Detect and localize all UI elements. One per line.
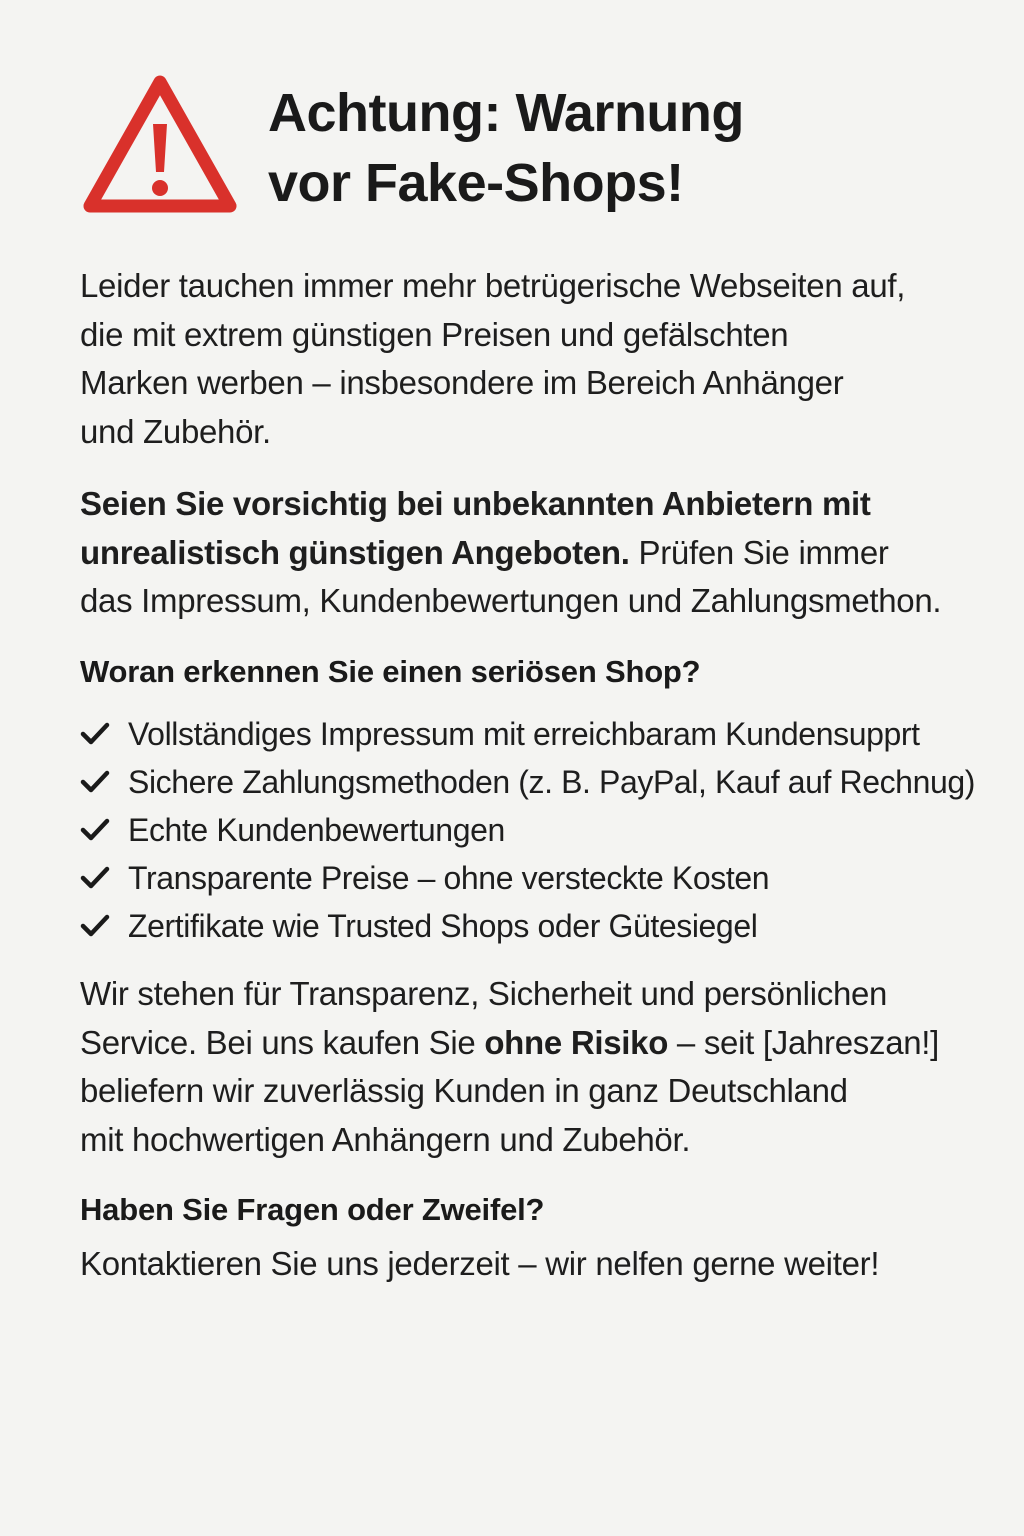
contact-line: Kontaktieren Sie uns jederzeit – wir nelfen gerne weiter! bbox=[80, 1245, 880, 1282]
trust-line-4: mit hochwertigen Anhängern und Zubehör. bbox=[80, 1120, 691, 1158]
intro-line-3: Marken werben – insbesondere im Bereich Anhänger bbox=[80, 364, 844, 401]
page-title bbox=[268, 78, 744, 218]
intro-line-1: Leider tauchen immer mehr betrügerische Webseiten auf, bbox=[80, 267, 906, 304]
checkmark-icon bbox=[80, 913, 110, 939]
checklist-item bbox=[80, 902, 1020, 950]
caution-line-2 bbox=[80, 529, 1010, 578]
warning-triangle-icon bbox=[80, 72, 240, 218]
checklist-item bbox=[80, 854, 1020, 902]
checkmark-icon bbox=[80, 721, 110, 747]
title-line-1: Achtung: Warnung bbox=[268, 83, 744, 143]
trust-line-3: beliefern wir zuverlässig Kunden in ganz Deutschland bbox=[80, 1072, 848, 1109]
questions-heading: Haben Sie Fragen oder Zweifel? bbox=[80, 1192, 545, 1227]
intro-line-4: und Zubehör. bbox=[80, 412, 271, 450]
checkmark-icon bbox=[80, 865, 110, 891]
trust-line-2-bold: ohne Risiko bbox=[484, 1023, 669, 1061]
checklist-item-text: Sichere Zahlungsmethoden (z. B. PayPal, Kauf auf Rechnug) bbox=[128, 763, 976, 800]
trust-line-2 bbox=[80, 1019, 1010, 1068]
caution-line-3: das Impressum, Kundenbewertungen und Zahlungsmethon. bbox=[80, 582, 942, 619]
checklist-heading: Woran erkennen Sie einen seriösen Shop? bbox=[80, 654, 701, 689]
checkmark-icon bbox=[80, 817, 110, 843]
checklist-item-text: Transparente Preise – ohne versteckte Kosten bbox=[128, 859, 770, 896]
checklist-item-text: Echte Kundenbewertungen bbox=[128, 811, 505, 848]
caution-line-2-rest: Prüfen Sie immer bbox=[629, 533, 889, 571]
trust-line-2-end: – seit [Jahreszan!] bbox=[668, 1023, 940, 1061]
warning-header bbox=[80, 72, 980, 222]
checklist-item bbox=[80, 710, 1020, 758]
checklist-item-text: Zertifikate wie Trusted Shops oder Gütesiegel bbox=[128, 907, 758, 944]
trust-line-1: Wir stehen für Transparenz, Sicherheit und persönlichen bbox=[80, 975, 888, 1012]
checkmark-icon bbox=[80, 769, 110, 795]
checklist-item bbox=[80, 758, 1020, 806]
title-line-2: vor Fake-Shops! bbox=[268, 153, 684, 213]
caution-bold-line-2: unrealistisch günstigen Angeboten. bbox=[80, 533, 630, 571]
checklist-item-text: Vollständiges Impressum mit erreichbaram Kundensupprt bbox=[128, 715, 920, 752]
contact-paragraph bbox=[80, 1240, 1010, 1289]
checklist bbox=[80, 710, 1020, 950]
caution-paragraph bbox=[80, 480, 1010, 626]
checklist-item bbox=[80, 806, 1020, 854]
trust-line-2-start: Service. Bei uns kaufen Sie bbox=[80, 1023, 485, 1061]
caution-bold-line-1: Seien Sie vorsichtig bei unbekannten Anbietern mit bbox=[80, 485, 871, 522]
trust-paragraph bbox=[80, 970, 1010, 1164]
intro-paragraph bbox=[80, 262, 1010, 456]
intro-line-2: die mit extrem günstigen Preisen und gefälschten bbox=[80, 315, 789, 353]
